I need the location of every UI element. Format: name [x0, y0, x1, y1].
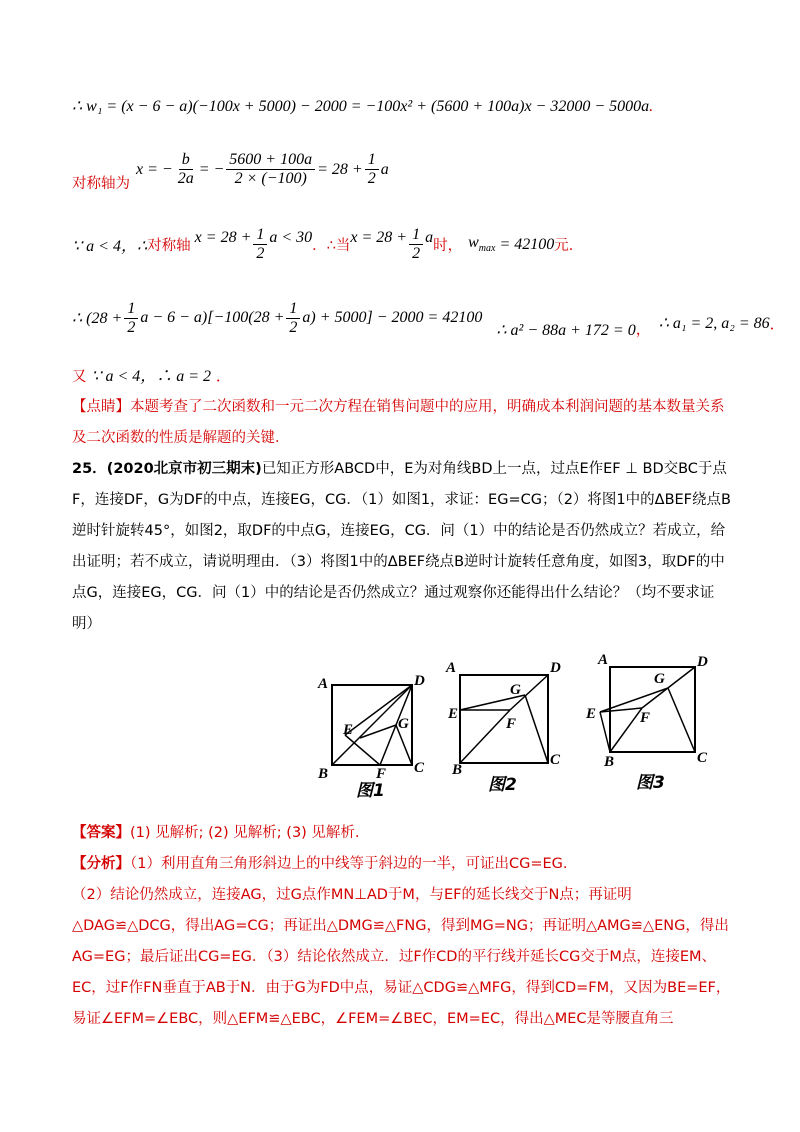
also-math: ∵ a < 4，∴ a = 2 [91, 368, 212, 385]
fig2-label-E: E [448, 706, 459, 722]
cond-a: ∵ a < 4，∴ [72, 238, 148, 255]
eq-g: ． [769, 314, 785, 333]
problem-source: (2020北京市初三期末) [106, 461, 262, 477]
comment-tag: 【点睛】 [72, 399, 130, 415]
also-label: 又 [72, 369, 87, 385]
fig2-label-D: D [550, 660, 561, 676]
comment-paragraph [72, 392, 732, 454]
axis-math-a: x = − [136, 160, 173, 178]
cond-e: ．∴当 [312, 238, 351, 254]
cond-j: = 42100 [499, 235, 555, 253]
fig3-label-B: B [604, 754, 615, 770]
cond-i: $w_{max}$ [468, 234, 496, 255]
frac-half-3: $\frac{1}{2}$ [409, 226, 423, 263]
fig3-label-E: E [586, 706, 597, 722]
fig3-label-C: C [697, 750, 708, 766]
fig3-label-G: G [654, 671, 665, 687]
fig1-label-C: C [414, 760, 425, 776]
eq-d: ∴ a² − 88a + 172 = 0 [496, 322, 636, 339]
figures [310, 650, 730, 800]
red-dot: . [649, 98, 654, 115]
fig1-label-E: E [343, 722, 354, 738]
answer-tag: 【答案】 [72, 825, 130, 841]
axis-math-c: = 28 + [317, 160, 363, 178]
answer-text: (1) 见解析; (2) 见解析; (3) 见解析. [130, 825, 360, 841]
eq-c: a) + 5000] − 2000 = 42100 [302, 309, 483, 326]
problem-25 [72, 454, 732, 640]
fig3-label-D: D [697, 654, 708, 670]
formula-line-3 [72, 226, 583, 263]
answer-paragraph [72, 818, 732, 849]
cond-k: 元． [554, 238, 584, 254]
axis-label: 对称轴为 [72, 176, 130, 192]
fig1-label-D: D [414, 673, 425, 689]
cond-b: 对称轴 [147, 238, 191, 254]
cond-g: a [425, 228, 434, 246]
frac-b-2a: $\frac{b}{2a}$ [177, 151, 194, 187]
axis-math-b: = − [198, 160, 225, 178]
formula-line-5 [72, 363, 231, 386]
problem-text: 已知正方形ABCD中，E为对角线BD上一点，过点E作EF ⊥ BD交BC于点F，连接DF，G为DF的中点，连接EG，CG．（1）如图1，求证：EG=CG；（2）将图1中的ΔBEF绕点B逆时针旋转45°，如图2，取DF的中点G，连接EG，CG．问（1）中的结论是否仍然成立？若成立，给出证明；若不成立，请说明理由．（3）将图1中的ΔBEF绕点B逆时计旋转任意角度，如图3，取DF的中点G，连接EG，CG．问（1）中的结论是否仍然成立？通过观察你还能得出什么结论？（均不要求证明） [72, 461, 731, 632]
comment-text: 本题考查了二次函数和一元二次方程在销售问题中的应用，明确成本利润问题的基本数量关系及二次函数的性质是解题的关键． [72, 399, 725, 446]
frac-half-2: $\frac{1}{2}$ [253, 226, 267, 263]
analysis-tag: 【分析】 [72, 856, 130, 872]
formula-line-1 [72, 96, 653, 116]
fig1-label-F: F [376, 766, 387, 782]
formula-line-4 [72, 296, 785, 340]
fig2-caption: 图2 [488, 775, 517, 795]
fig2-label-A: A [446, 660, 457, 676]
fig2-label-G: G [510, 682, 521, 698]
analysis-paragraph [72, 849, 732, 1035]
fig2-label-C: C [550, 752, 561, 768]
analysis-text: （1）利用直角三角形斜边上的中线等于斜边的一半，可证出CG=EG. [130, 856, 568, 872]
eq-e: ， [635, 319, 651, 338]
cond-d: a < 30 [269, 228, 313, 246]
frac-half-5: $\frac{1}{2}$ [286, 300, 300, 337]
formula-w1: ∴ w₁ = (x − 6 − a)(−100x + 5000) − 2000 = −100x² + (5600 + 100a)x − 32000 − 5000a [72, 98, 650, 115]
fig2-label-B: B [452, 762, 463, 778]
formula-line-2 [72, 146, 389, 193]
eq-b: a − 6 − a)[−100(28 + [140, 309, 285, 326]
fig1-label-G: G [398, 716, 409, 732]
frac-5600: $\frac{5600 + 100a}{2 \times (-100)}$ [226, 151, 315, 188]
analysis-text-2: （2）结论仍然成立，连接AG，过G点作MN⊥AD于M，与EF的延长线交于N点；再证明△DAG≌△DCG，得出AG=CG；再证出△DMG≌△FNG，得到MG=NG；再证明△AMG≌△ENG，得出AG=EG；最后证出CG=EG．（3）结论依然成立．过F作CD的平行线并延长CG交于M点，连接EM、EC，过F作FN垂直于AB于N．由于G为FD中点，易证△CDG≌△MFG，得到CD=FM，又因为BE=EF，易证∠EFM=∠EBC，则△EFM≌△EBC，∠FEM=∠BEC，EM=EC，得出△MEC是等腰直角三 [72, 887, 731, 1027]
fig2-label-F: F [506, 716, 517, 732]
problem-number: 25． [72, 461, 107, 477]
fig1-label-B: B [318, 766, 329, 782]
cond-c: x = 28 + [194, 228, 252, 246]
frac-half: $\frac{1}{2}$ [365, 151, 379, 188]
cond-h: 时， [433, 238, 463, 254]
figure-2 [460, 675, 548, 763]
fig3-label-A: A [598, 652, 609, 668]
eq-f: ∴ a₁ = 2, a₂ = 86 [658, 315, 770, 332]
axis-math-d: a [380, 160, 389, 178]
frac-half-4: $\frac{1}{2}$ [124, 300, 138, 337]
eq-a: ∴ (28 + [72, 310, 123, 327]
cond-f: x = 28 + [350, 228, 408, 246]
fig1-caption: 图1 [356, 781, 385, 800]
also-dot: ． [215, 367, 231, 385]
fig1-label-A: A [318, 676, 329, 692]
fig3-caption: 图3 [636, 773, 665, 793]
fig3-label-F: F [640, 710, 651, 726]
